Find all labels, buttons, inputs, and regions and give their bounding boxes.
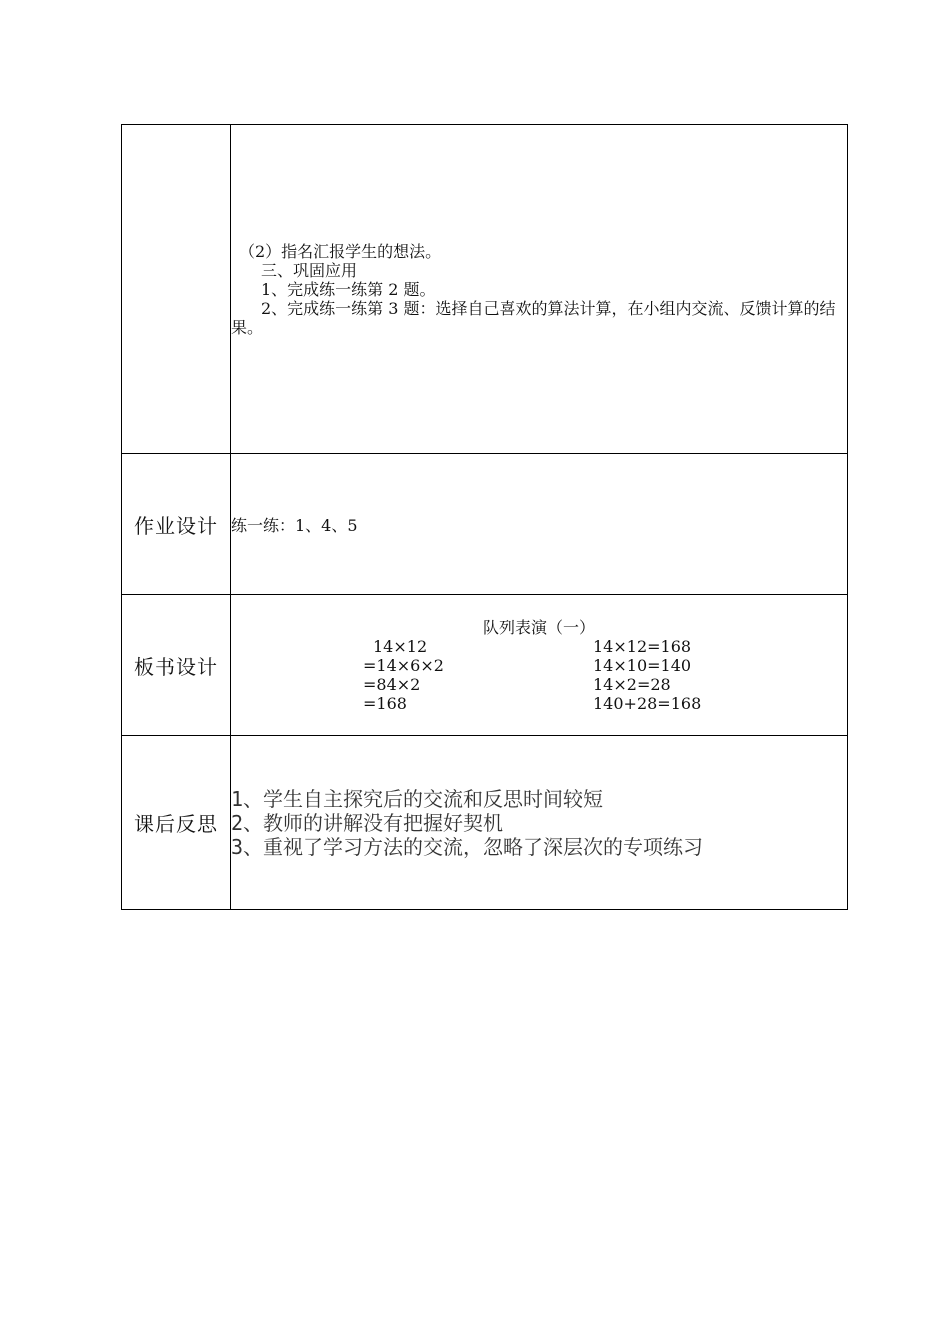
process-line-4: 2、完成练一练第 3 题：选择自己喜欢的算法计算，在小组内交流、反馈计算的结果。 [231, 298, 836, 337]
board-title: 队列表演（一） [482, 617, 595, 637]
process-label-cell [122, 125, 231, 454]
board-left-step: =168 [363, 693, 407, 713]
homework-row [122, 454, 848, 595]
reflection-item: 2、教师的讲解没有把握好契机 [231, 810, 504, 835]
board-right-step: 14×12=168 [593, 636, 692, 656]
board-left-step: =14×6×2 [363, 655, 444, 675]
reflection-content [231, 736, 848, 910]
homework-label: 作业设计 [122, 454, 231, 595]
process-row [122, 125, 848, 454]
lesson-plan-table [121, 124, 848, 910]
board-right-step: 14×2=28 [593, 674, 671, 694]
board-left-step: 14×12 [373, 636, 428, 656]
process-line-3: 1、完成练一练第 2 题。 [261, 279, 436, 299]
homework-content: 练一练：1、4、5 [231, 454, 848, 595]
board-columns [231, 637, 847, 713]
reflection-item: 3、重视了学习方法的交流，忽略了深层次的专项练习 [231, 834, 704, 859]
process-line-1: （2）指名汇报学生的想法。 [239, 241, 442, 261]
process-content [231, 125, 848, 454]
board-right-column [593, 637, 701, 713]
board-left-column [363, 637, 444, 713]
board-content [231, 595, 848, 736]
board-label: 板书设计 [122, 595, 231, 736]
board-row [122, 595, 848, 736]
reflection-item: 1、学生自主探究后的交流和反思时间较短 [231, 786, 604, 811]
board-right-step: 14×10=140 [593, 655, 692, 675]
reflection-label: 课后反思 [122, 736, 231, 910]
process-line-2: 三、巩固应用 [261, 260, 358, 280]
reflection-row [122, 736, 848, 910]
board-right-step: 140+28=168 [593, 693, 702, 713]
board-left-step: =84×2 [363, 674, 421, 694]
